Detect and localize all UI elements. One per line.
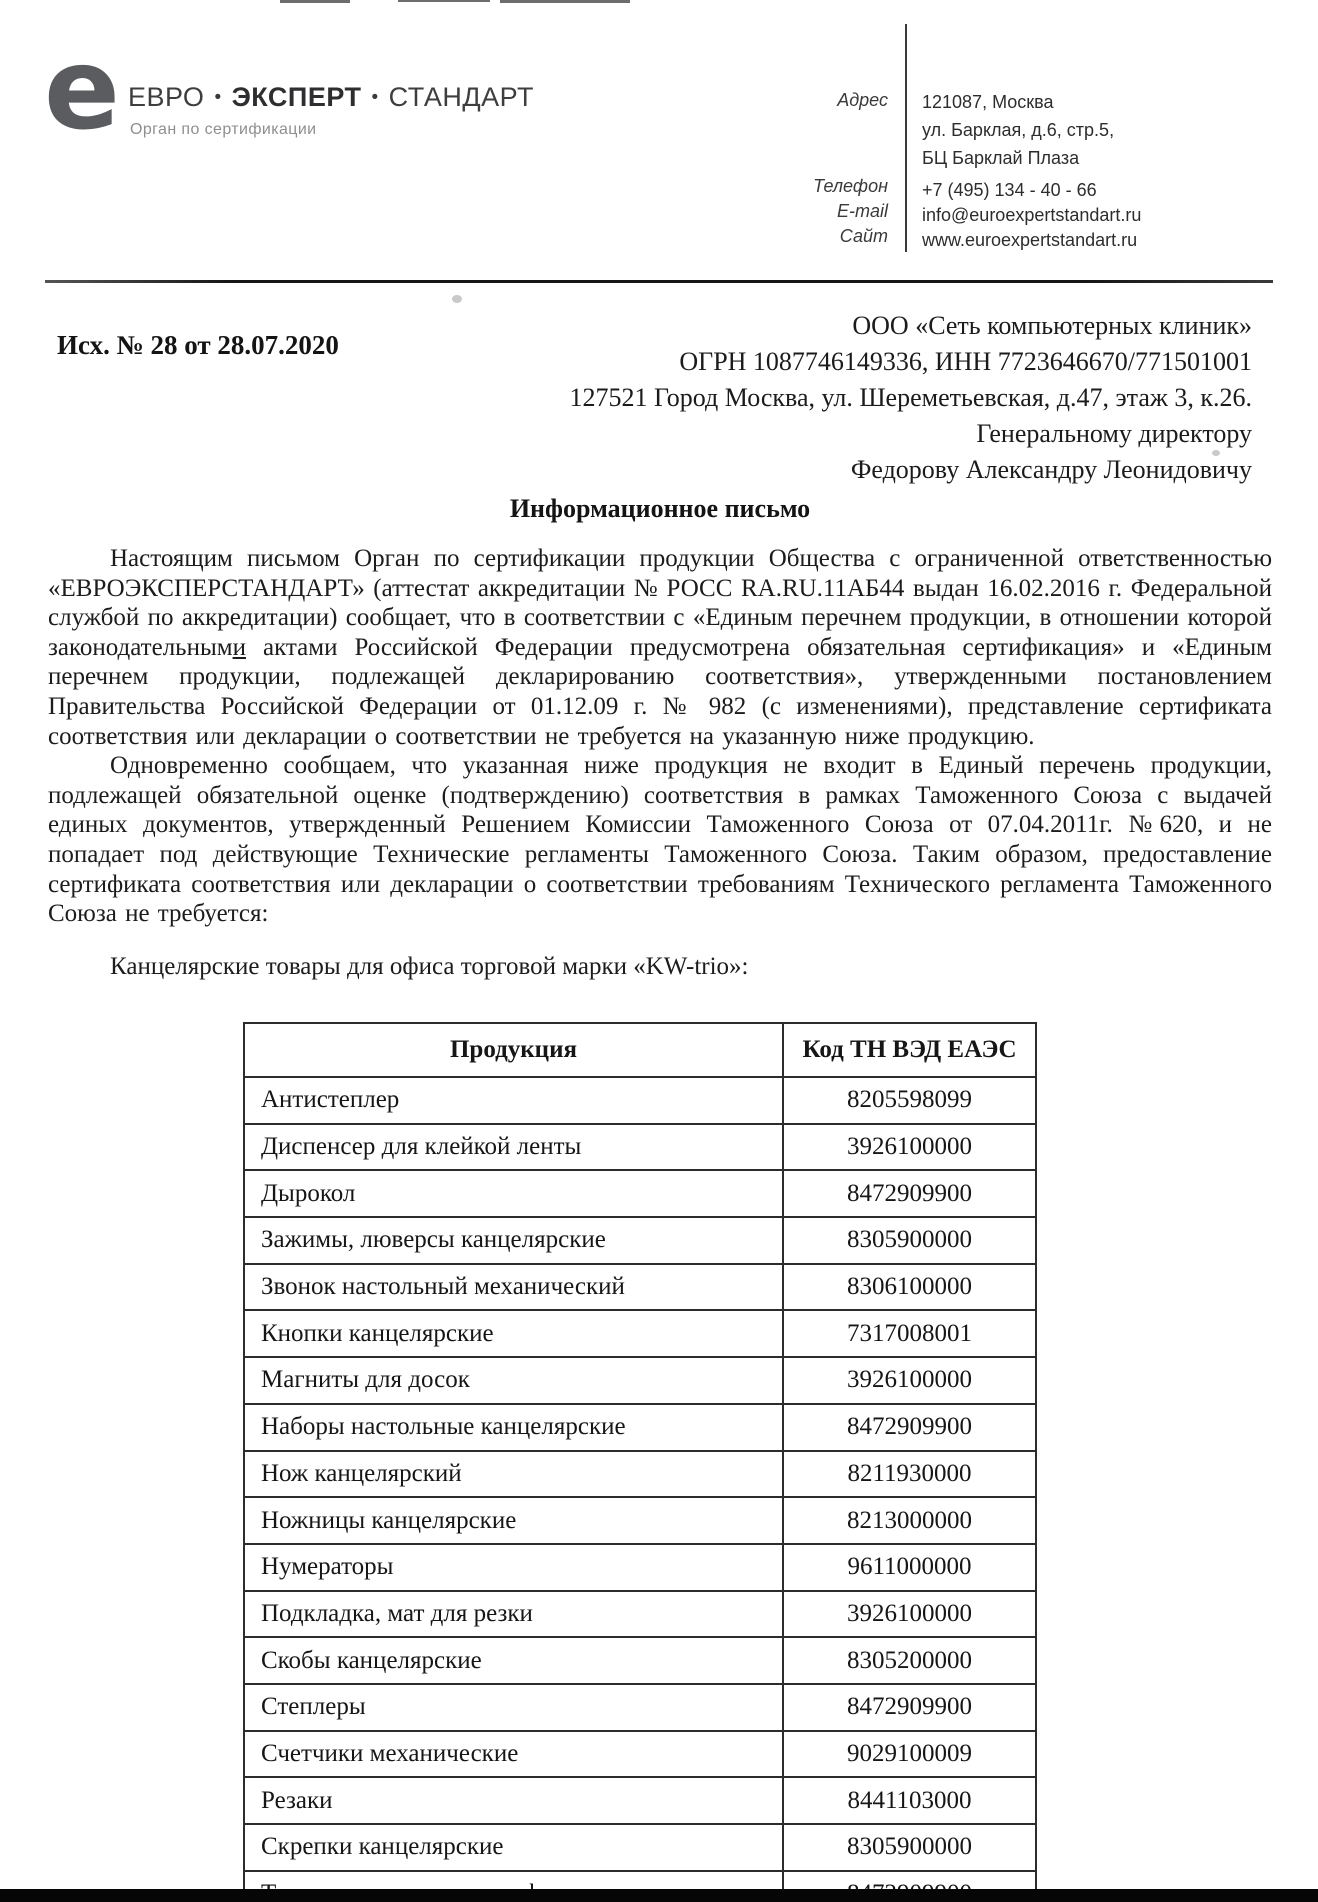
tnved-code-cell: 8305900000: [783, 1217, 1036, 1264]
tnved-code-cell: 8472909900: [783, 1684, 1036, 1731]
product-name-cell: Подкладка, мат для резки: [244, 1591, 783, 1638]
company-logo-icon: e: [44, 25, 120, 155]
product-name-cell: Степлеры: [244, 1684, 783, 1731]
table-row: [244, 1310, 1036, 1357]
letterhead-rule: [45, 280, 1273, 283]
tnved-code-cell: 8472909900: [783, 1170, 1036, 1217]
letter-body: [48, 544, 1272, 929]
address-label: Адрес: [837, 90, 888, 110]
phone-value: +7 (495) 134 - 40 - 66: [922, 180, 1097, 200]
table-row: [244, 1264, 1036, 1311]
table-row: [244, 1731, 1036, 1778]
product-name-cell: Кнопки канцелярские: [244, 1310, 783, 1357]
brand-separator-icon: •: [214, 87, 222, 108]
product-name-cell: Ножницы канцелярские: [244, 1497, 783, 1544]
email-value: info@euroexpertstandart.ru: [922, 205, 1142, 225]
table-row: [244, 1170, 1036, 1217]
scan-artifact: [398, 0, 490, 2]
product-code-table: [243, 1022, 1037, 1902]
paragraph-2: Одновременно сообщаем, что указанная ниже продукция не входит в Единый перечень продукции, подлежащей обязательной оценке (подтверждению) соответствия в рамках Таможенного Союза с выдачей единых документов, утвержденный Решением Комиссии Таможенного Союза от 07.04.2011г. №620, и не попадает под действующие Технические регламенты Таможенного Союза. Таким образом, предоставление сертификата соответствия или декларации о соответствии требованиям Технического регламента Таможенного Союза не требуется:: [48, 752, 1272, 928]
tnved-code-cell: 9611000000: [783, 1544, 1036, 1591]
address-line: 121087, Москва: [922, 92, 1054, 112]
product-name-cell: Наборы настольные канцелярские: [244, 1404, 783, 1451]
tnved-code-cell: 8211930000: [783, 1451, 1036, 1498]
paragraph-1-text: Настоящим письмом Орган по сертификации продукции Общества с ограниченной ответственностью «ЕВРОЭКСПЕРСТАНДАРТ» (аттестат аккредитации № РОСС RA.RU.11АБ44 выдан 16.02.2016 г. Федеральной службой по аккредитации) сообщает, что в соответствии с «Единым перечнем продукции, в отношении которой законодательным: [48, 545, 1272, 661]
product-name-cell: Нож канцелярский: [244, 1451, 783, 1498]
website-value: www.euroexpertstandart.ru: [922, 230, 1138, 250]
brand-word-standart: СТАНДАРТ: [388, 82, 534, 112]
tnved-code-cell: 7317008001: [783, 1310, 1036, 1357]
product-name-cell: Счетчики механические: [244, 1731, 783, 1778]
scan-artifact: [500, 0, 630, 3]
recipient-block: [570, 308, 1253, 488]
tnved-code-cell: 8213000000: [783, 1497, 1036, 1544]
tnved-code-cell: 8305900000: [783, 1824, 1036, 1871]
product-name-cell: Резаки: [244, 1777, 783, 1824]
address-line: ул. Барклая, д.6, стр.5,: [922, 120, 1115, 140]
brand-word-evro: ЕВРО: [128, 82, 205, 112]
recipient-line: ООО «Сеть компьютерных клиник»: [852, 311, 1252, 340]
product-name-cell: Скрепки канцелярские: [244, 1824, 783, 1871]
paragraph-1-text: актами Российской Федерации предусмотрена обязательная сертификация» и «Единым перечнем продукции, подлежащей декларированию соответствия», утвержденными постановлением Правительства Российской Федерации от 01.12.09 г. № 982 (с изменениями), представление сертификата соответствия или декларации о соответствии не требуется на указанную ниже продукцию.: [48, 633, 1272, 750]
table-row: [244, 1684, 1036, 1731]
address-value: [922, 88, 1114, 172]
outgoing-reference: Исх. № 28 от 28.07.2020: [57, 330, 339, 360]
brand-word-expert: ЭКСПЕРТ: [231, 82, 362, 112]
tnved-code-cell: 3926100000: [783, 1357, 1036, 1404]
tnved-code-cell: 8306100000: [783, 1264, 1036, 1311]
product-name-cell: Дырокол: [244, 1170, 783, 1217]
product-name-cell: Нумераторы: [244, 1544, 783, 1591]
brand-separator-icon: •: [371, 87, 379, 108]
table-row: [244, 1637, 1036, 1684]
product-name-cell: Зажимы, люверсы канцелярские: [244, 1217, 783, 1264]
phone-label: Телефон: [813, 176, 888, 196]
scan-bottom-edge: [0, 1889, 1318, 1902]
recipient-line: Генеральному директору: [976, 419, 1252, 448]
tnved-code-cell: 8305200000: [783, 1637, 1036, 1684]
products-intro-line: Канцелярские товары для офиса торговой марки «KW-trio»:: [110, 953, 749, 980]
recipient-line: 127521 Город Москва, ул. Шереметьевская, д.47, этаж 3, к.26.: [569, 383, 1252, 412]
tnved-code-cell: 8205598099: [783, 1077, 1036, 1124]
scan-speck: [452, 295, 462, 303]
product-name-cell: Антистеплер: [244, 1077, 783, 1124]
table-row: [244, 1777, 1036, 1824]
letter-title: Информационное письмо: [509, 494, 811, 523]
table-header-row: [244, 1023, 1036, 1077]
product-name-cell: Звонок настольный механический: [244, 1264, 783, 1311]
table-row: [244, 1124, 1036, 1171]
table-row: [244, 1591, 1036, 1638]
column-header-product: Продукция: [244, 1023, 783, 1077]
table-row: [244, 1357, 1036, 1404]
table-row: [244, 1451, 1036, 1498]
table-row: [244, 1077, 1036, 1124]
product-name-cell: Скобы канцелярские: [244, 1637, 783, 1684]
product-name-cell: Магниты для досок: [244, 1357, 783, 1404]
brand-subtitle: Орган по сертификации: [130, 121, 317, 138]
paragraph-1: [48, 544, 1272, 751]
brand-name: [128, 82, 534, 113]
product-name-cell: Диспенсер для клейкой ленты: [244, 1124, 783, 1171]
scan-artifact: [280, 0, 350, 3]
table-row: [244, 1404, 1036, 1451]
website-label: Сайт: [839, 226, 888, 246]
table-row: [244, 1217, 1036, 1264]
tnved-code-cell: 3926100000: [783, 1124, 1036, 1171]
underlined-char: и: [232, 633, 246, 661]
table-row: [244, 1497, 1036, 1544]
table-row: [244, 1824, 1036, 1871]
table-row: [244, 1544, 1036, 1591]
tnved-code-cell: 9029100009: [783, 1731, 1036, 1778]
tnved-code-cell: 8472909900: [783, 1404, 1036, 1451]
tnved-code-cell: 8441103000: [783, 1777, 1036, 1824]
address-line: БЦ Барклай Плаза: [922, 148, 1080, 168]
recipient-line: ОГРН 1087746149336, ИНН 7723646670/771501001: [679, 347, 1252, 376]
contact-divider-line: [905, 24, 907, 252]
tnved-code-cell: 3926100000: [783, 1591, 1036, 1638]
column-header-code: Код ТН ВЭД ЕАЭС: [783, 1023, 1036, 1077]
email-label: E-mail: [836, 201, 888, 221]
recipient-line: Федорову Александру Леонидовичу: [850, 455, 1252, 484]
